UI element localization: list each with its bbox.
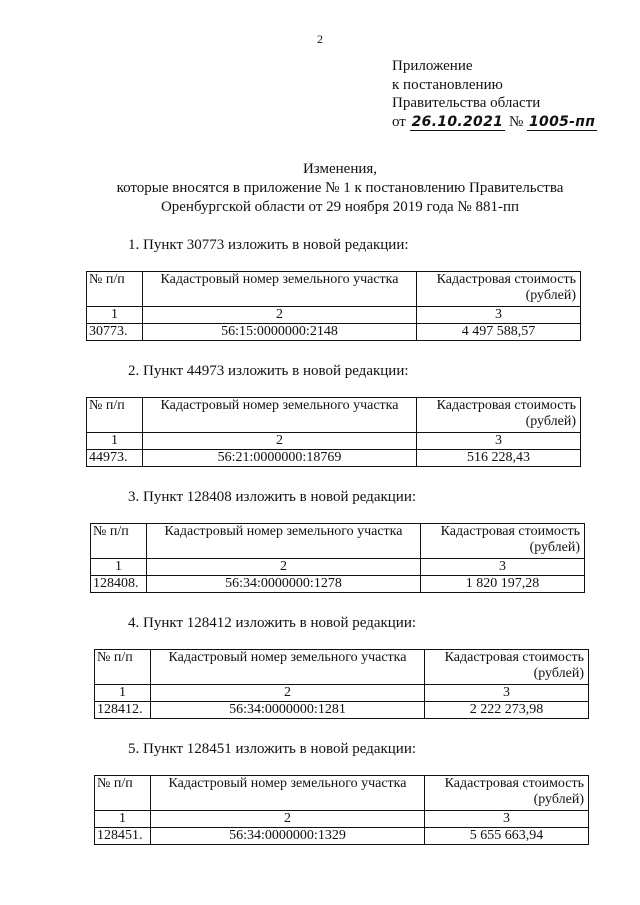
- table-row: [95, 702, 589, 719]
- page-number: 2: [317, 32, 323, 46]
- table-header-row: [95, 650, 589, 685]
- header-cost-line2: (рублей): [529, 540, 580, 555]
- column-number-1: 1: [91, 559, 147, 576]
- row-cadastral-number: 56:15:0000000:2148: [143, 324, 417, 341]
- column-number-3: 3: [425, 685, 589, 702]
- table-row: [87, 450, 581, 467]
- table-header-row: [87, 398, 581, 433]
- header-cost: [425, 776, 589, 811]
- row-cost: 4 497 588,57: [417, 324, 581, 341]
- header-cadastral: Кадастровый номер земельного участка: [143, 272, 417, 307]
- header-number: № п/п: [95, 650, 151, 685]
- table-column-numbers-row: [91, 559, 585, 576]
- cadastral-table: [94, 775, 589, 845]
- column-number-2: 2: [151, 685, 425, 702]
- appendix-line3: Правительства области: [392, 95, 541, 111]
- table-column-numbers-row: [95, 811, 589, 828]
- row-number: 44973.: [87, 450, 143, 467]
- table-row: [95, 828, 589, 845]
- table-column-numbers-row: [95, 685, 589, 702]
- row-cadastral-number: 56:34:0000000:1278: [147, 576, 421, 593]
- header-cost-line1: Кадастровая стоимость: [436, 398, 576, 413]
- document-heading: [60, 160, 620, 217]
- table-header-row: [95, 776, 589, 811]
- table-header-row: [91, 524, 585, 559]
- row-number: 128412.: [95, 702, 151, 719]
- section-title: 5. Пункт 128451 изложить в новой редакции:: [128, 741, 417, 757]
- column-number-1: 1: [95, 811, 151, 828]
- header-number: № п/п: [95, 776, 151, 811]
- header-cost-line1: Кадастровая стоимость: [444, 776, 584, 791]
- section-title: 4. Пункт 128412 изложить в новой редакции:: [128, 615, 417, 631]
- header-cadastral: Кадастровый номер земельного участка: [151, 776, 425, 811]
- column-number-3: 3: [417, 433, 581, 450]
- row-number: 128408.: [91, 576, 147, 593]
- column-number-2: 2: [151, 811, 425, 828]
- header-cost-line1: Кадастровая стоимость: [444, 650, 584, 665]
- header-cost: [417, 272, 581, 307]
- cadastral-table: [90, 523, 585, 593]
- heading-line3: Оренбургской области от 29 ноября 2019 года № 881-пп: [160, 199, 520, 215]
- row-cadastral-number: 56:21:0000000:18769: [143, 450, 417, 467]
- header-number: № п/п: [87, 398, 143, 433]
- appendix-date-line: [392, 113, 597, 132]
- header-cadastral: Кадастровый номер земельного участка: [151, 650, 425, 685]
- column-number-3: 3: [425, 811, 589, 828]
- table-column-numbers-row: [87, 433, 581, 450]
- header-cadastral: Кадастровый номер земельного участка: [147, 524, 421, 559]
- row-cost: 1 820 197,28: [421, 576, 585, 593]
- appendix-block: [392, 57, 597, 131]
- cadastral-table: [86, 271, 581, 341]
- appendix-line1: Приложение: [392, 58, 473, 74]
- column-number-1: 1: [87, 307, 143, 324]
- header-cost-line2: (рублей): [533, 792, 584, 807]
- table-column-numbers-row: [87, 307, 581, 324]
- date-prefix: от: [392, 113, 406, 130]
- header-cost: [425, 650, 589, 685]
- header-number: № п/п: [91, 524, 147, 559]
- row-number: 30773.: [87, 324, 143, 341]
- header-cost-line1: Кадастровая стоимость: [436, 272, 576, 287]
- appendix-line2: к постановлению: [392, 76, 503, 93]
- header-cost-line1: Кадастровая стоимость: [440, 524, 580, 539]
- section-title: 3. Пункт 128408 изложить в новой редакции:: [128, 489, 417, 505]
- header-cost-line2: (рублей): [525, 414, 576, 429]
- row-number: 128451.: [95, 828, 151, 845]
- header-cost: [421, 524, 585, 559]
- column-number-3: 3: [421, 559, 585, 576]
- header-cadastral: Кадастровый номер земельного участка: [143, 398, 417, 433]
- handwritten-date: 26.10.2021: [411, 113, 504, 130]
- column-number-1: 1: [87, 433, 143, 450]
- table-row: [87, 324, 581, 341]
- cadastral-table: [86, 397, 581, 467]
- section-title: 1. Пункт 30773 изложить в новой редакции:: [128, 237, 409, 253]
- header-number: № п/п: [87, 272, 143, 307]
- column-number-2: 2: [143, 433, 417, 450]
- column-number-3: 3: [417, 307, 581, 324]
- column-number-2: 2: [147, 559, 421, 576]
- header-cost-line2: (рублей): [525, 288, 576, 303]
- heading-line2: которые вносятся в приложение № 1 к постановлению Правительства: [116, 180, 564, 196]
- cadastral-table: [94, 649, 589, 719]
- table-header-row: [87, 272, 581, 307]
- row-cadastral-number: 56:34:0000000:1329: [151, 828, 425, 845]
- handwritten-number: 1005-пп: [529, 113, 596, 130]
- header-cost: [417, 398, 581, 433]
- column-number-1: 1: [95, 685, 151, 702]
- row-cost: 5 655 663,94: [425, 828, 589, 845]
- number-prefix: №: [508, 113, 524, 130]
- column-number-2: 2: [143, 307, 417, 324]
- row-cadastral-number: 56:34:0000000:1281: [151, 702, 425, 719]
- row-cost: 516 228,43: [417, 450, 581, 467]
- heading-line1: Изменения,: [302, 161, 378, 177]
- row-cost: 2 222 273,98: [425, 702, 589, 719]
- table-row: [91, 576, 585, 593]
- section-title: 2. Пункт 44973 изложить в новой редакции:: [128, 363, 409, 379]
- header-cost-line2: (рублей): [533, 666, 584, 681]
